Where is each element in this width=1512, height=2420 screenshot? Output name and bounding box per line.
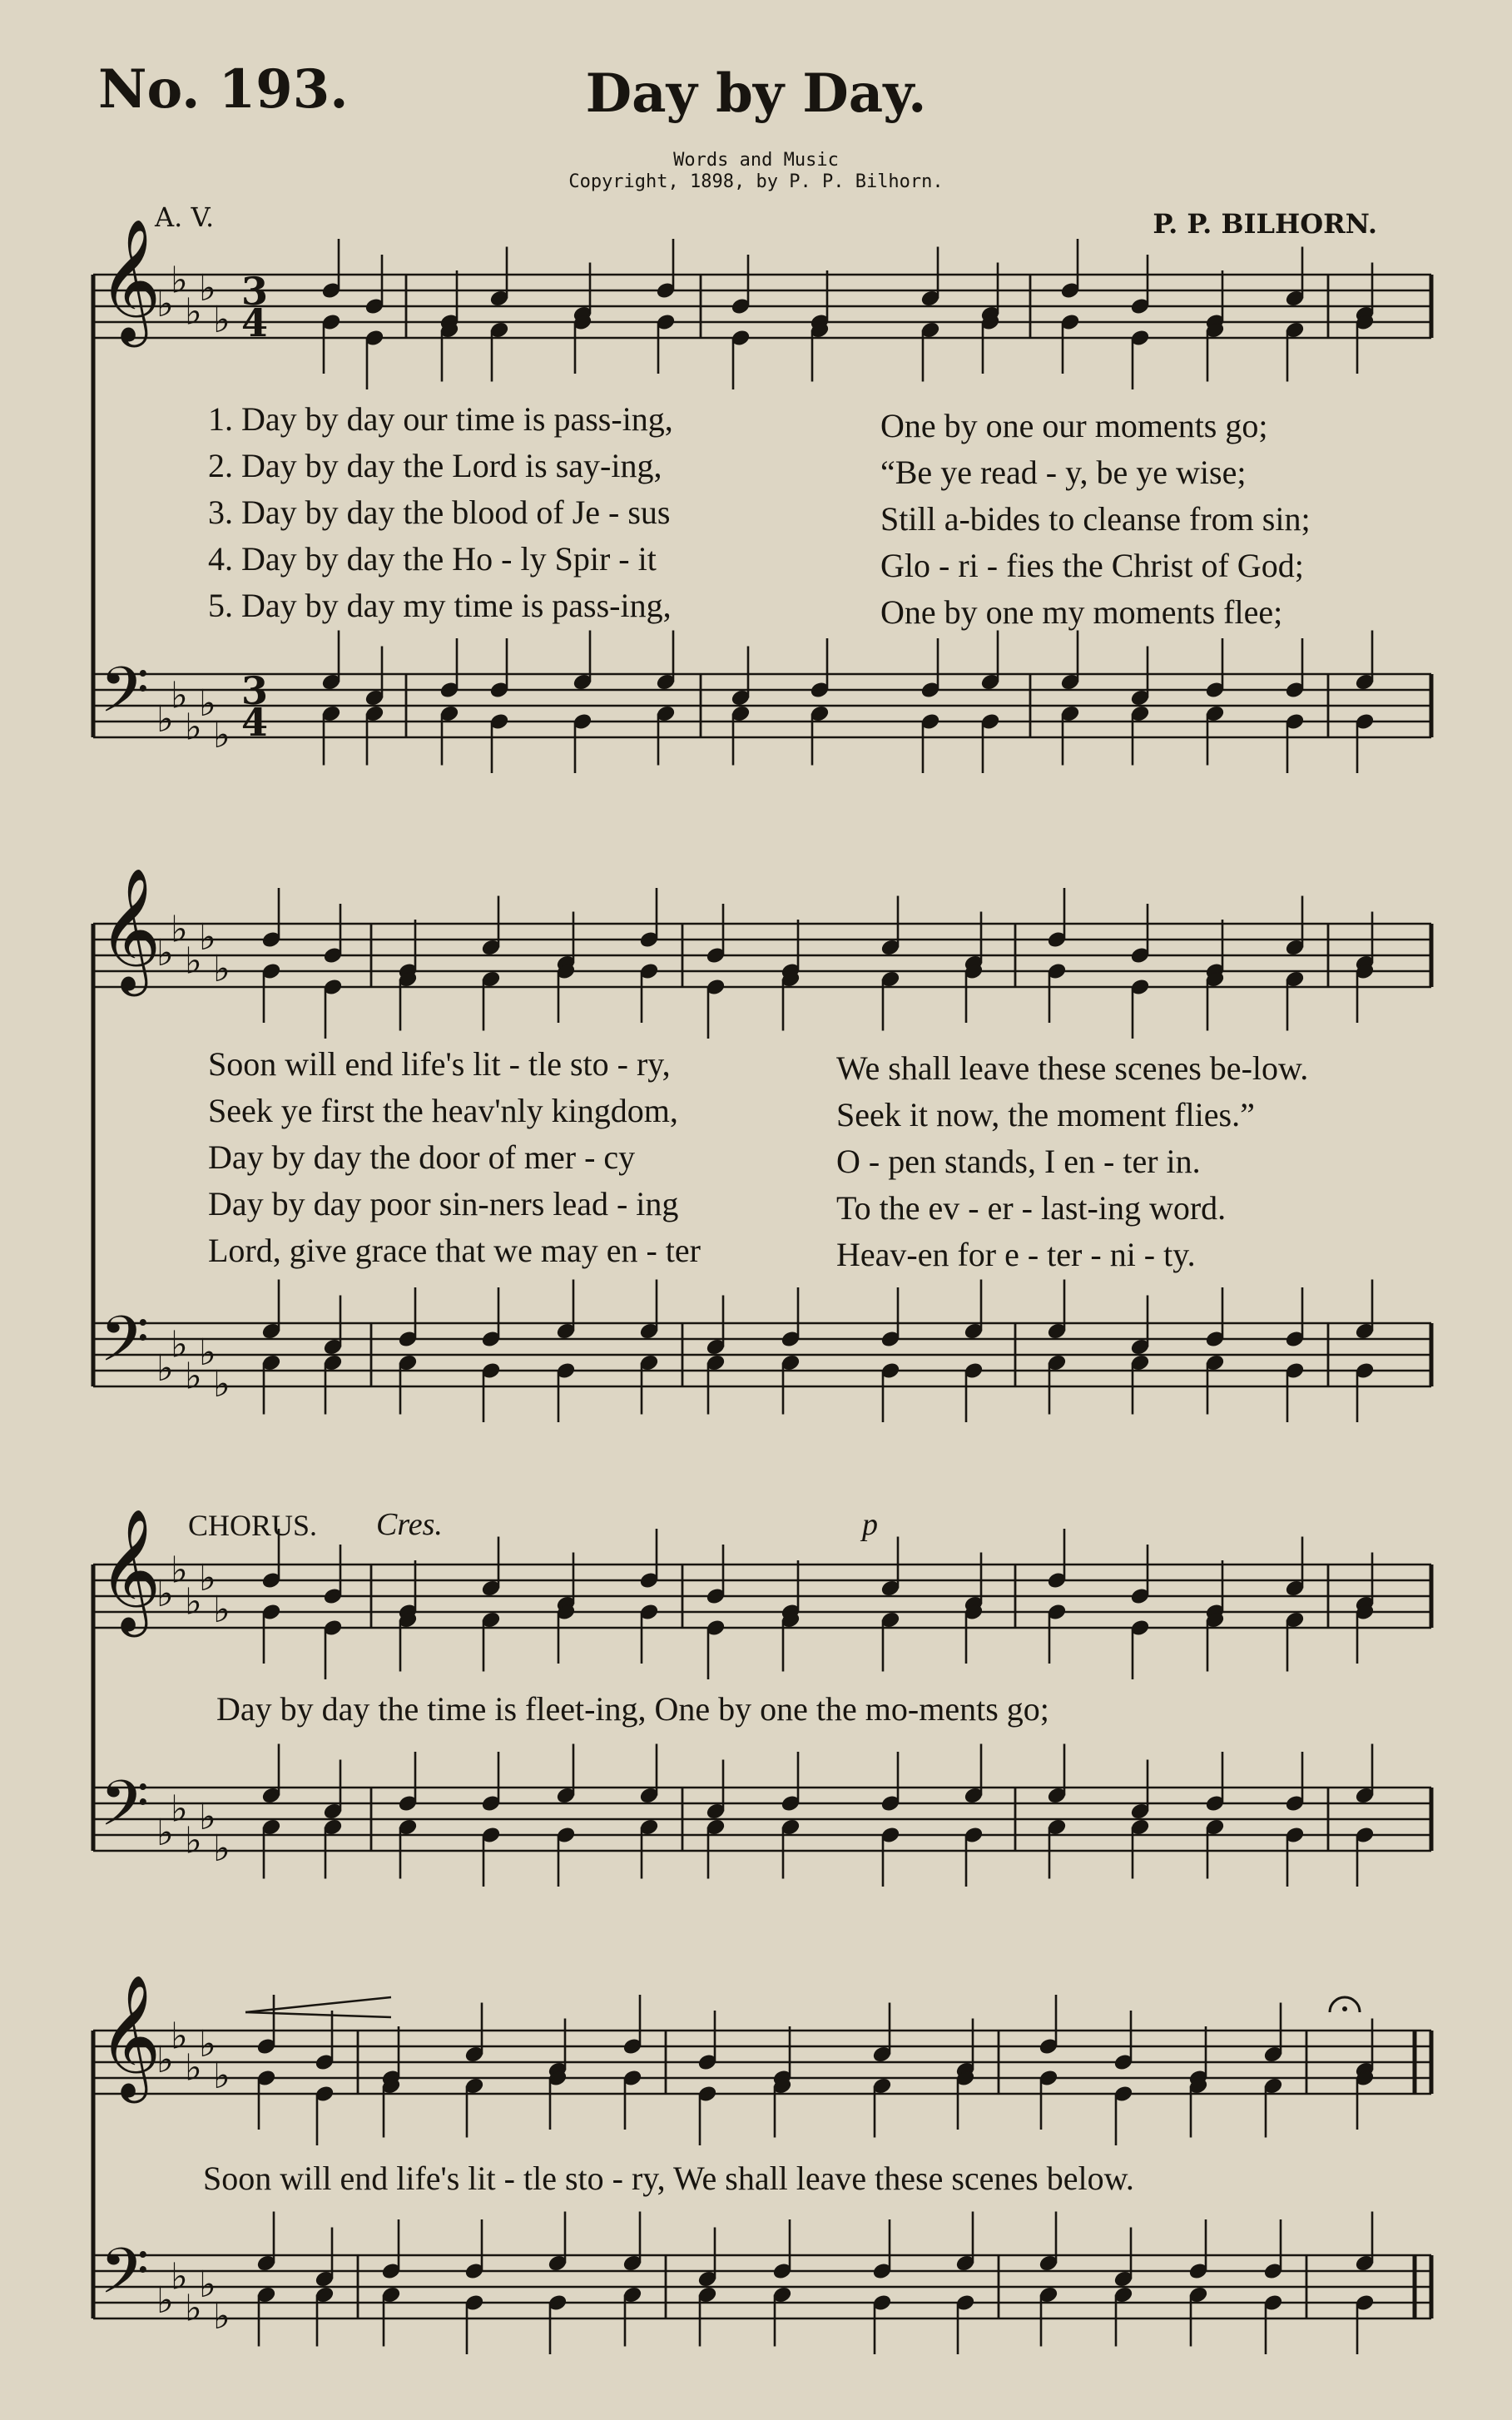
treble-clef-icon: 𝄞 bbox=[98, 218, 161, 342]
flat-icon: ♭ bbox=[156, 698, 174, 741]
credit-line-2: Copyright, 1898, by P. P. Bilhorn. bbox=[568, 171, 944, 192]
flat-icon: ♭ bbox=[171, 908, 188, 951]
verse-3-line-d: O - pen stands, I en - ter in. bbox=[836, 1143, 1201, 1180]
flat-icon: ♭ bbox=[199, 1796, 216, 1838]
flat-icon: ♭ bbox=[185, 1355, 202, 1398]
verse-1-line-a: 1. Day by day our time is pass-ing, bbox=[208, 400, 673, 438]
bass-clef-icon: 𝄢 bbox=[100, 2234, 150, 2323]
bass-clef-icon: 𝄢 bbox=[100, 653, 150, 742]
flat-icon: ♭ bbox=[156, 2279, 174, 2322]
verse-1-line-b: One by one our moments go; bbox=[880, 407, 1268, 444]
bass-clef-icon: 𝄢 bbox=[100, 1302, 150, 1391]
verse-2-line-b: “Be ye read - y, be ye wise; bbox=[880, 454, 1247, 491]
flat-icon: ♭ bbox=[171, 259, 188, 302]
flat-icon: ♭ bbox=[213, 714, 231, 756]
flat-icon: ♭ bbox=[213, 1589, 231, 1631]
verse-5-line-b: One by one my moments flee; bbox=[880, 593, 1283, 631]
flat-icon: ♭ bbox=[199, 916, 216, 959]
flat-icon: ♭ bbox=[185, 290, 202, 334]
crescendo-hairpin-lower bbox=[245, 2012, 391, 2017]
flat-icon: ♭ bbox=[199, 682, 216, 725]
flat-icon: ♭ bbox=[171, 2255, 188, 2299]
flat-icon: ♭ bbox=[171, 1549, 188, 1592]
fermata-dot bbox=[1342, 2006, 1347, 2011]
flat-icon: ♭ bbox=[171, 674, 188, 717]
piano-marking: p bbox=[862, 1507, 878, 1542]
verse-2-line-a: 2. Day by day the Lord is say-ing, bbox=[208, 447, 662, 484]
words-source: A. V. bbox=[155, 201, 215, 233]
flat-icon: ♭ bbox=[185, 706, 202, 749]
composer-name: P. P. BILHORN. bbox=[1153, 208, 1377, 240]
flat-icon: ♭ bbox=[185, 940, 202, 983]
chorus-line-2: Soon will end life's lit - tle sto - ry, We shall leave these scenes below. bbox=[203, 2160, 1134, 2197]
time-signature-bottom: 4 bbox=[241, 700, 269, 745]
flat-icon: ♭ bbox=[199, 2023, 216, 2065]
flat-icon: ♭ bbox=[156, 283, 174, 325]
flat-icon: ♭ bbox=[213, 299, 231, 341]
flat-icon: ♭ bbox=[156, 1812, 174, 1854]
flat-icon: ♭ bbox=[185, 1580, 202, 1624]
verse-4-line-a: 4. Day by day the Ho - ly Spir - it bbox=[208, 540, 657, 578]
credit-line-1: Words and Music bbox=[673, 150, 839, 171]
cres-marking: Cres. bbox=[376, 1507, 443, 1542]
hymn-number: No. 193. bbox=[98, 58, 349, 121]
verse-1-line-c: Soon will end life's lit - tle sto - ry, bbox=[208, 1045, 671, 1083]
time-signature-top: 3 bbox=[241, 269, 269, 314]
verse-4-line-c: Day by day poor sin-ners lead - ing bbox=[208, 1185, 679, 1222]
flat-icon: ♭ bbox=[199, 267, 216, 310]
flat-icon: ♭ bbox=[156, 2039, 174, 2081]
verse-3-line-a: 3. Day by day the blood of Je - sus bbox=[208, 493, 671, 531]
treble-clef-icon: 𝄞 bbox=[98, 1974, 161, 2098]
flat-icon: ♭ bbox=[213, 1827, 231, 1870]
verse-3-line-b: Still a-bides to cleanse from sin; bbox=[880, 500, 1311, 538]
flat-icon: ♭ bbox=[156, 1347, 174, 1390]
verse-1-line-d: We shall leave these scenes be-low. bbox=[836, 1049, 1309, 1087]
chorus-label: CHORUS. bbox=[188, 1509, 318, 1542]
time-signature-top: 3 bbox=[241, 668, 269, 713]
flat-icon: ♭ bbox=[185, 1819, 202, 1862]
treble-clef-icon: 𝄞 bbox=[98, 867, 161, 991]
flat-icon: ♭ bbox=[213, 2055, 231, 2097]
verse-2-line-d: Seek it now, the moment flies.” bbox=[836, 1096, 1255, 1133]
flat-icon: ♭ bbox=[213, 948, 231, 990]
time-signature-bottom: 4 bbox=[241, 300, 269, 345]
flat-icon: ♭ bbox=[213, 1363, 231, 1406]
flat-icon: ♭ bbox=[156, 932, 174, 974]
treble-clef-icon: 𝄞 bbox=[98, 1508, 161, 1632]
verse-4-line-d: To the ev - er - last-ing word. bbox=[836, 1189, 1227, 1227]
flat-icon: ♭ bbox=[185, 2287, 202, 2330]
verse-5-line-c: Lord, give grace that we may en - ter bbox=[208, 1232, 701, 1269]
crescendo-hairpin-upper bbox=[245, 1997, 391, 2012]
flat-icon: ♭ bbox=[171, 1323, 188, 1366]
verse-4-line-b: Glo - ri - fies the Christ of God; bbox=[880, 547, 1304, 584]
flat-icon: ♭ bbox=[199, 2264, 216, 2306]
verse-2-line-c: Seek ye first the heav'nly kingdom, bbox=[208, 1092, 678, 1129]
flat-icon: ♭ bbox=[171, 1788, 188, 1831]
bass-clef-icon: 𝄢 bbox=[100, 1767, 150, 1856]
flat-icon: ♭ bbox=[156, 1573, 174, 1615]
flat-icon: ♭ bbox=[171, 2015, 188, 2058]
flat-icon: ♭ bbox=[185, 2046, 202, 2090]
verse-5-line-a: 5. Day by day my time is pass-ing, bbox=[208, 587, 672, 624]
flat-icon: ♭ bbox=[213, 2295, 231, 2338]
flat-icon: ♭ bbox=[199, 1557, 216, 1599]
verse-5-line-d: Heav-en for e - ter - ni - ty. bbox=[836, 1236, 1196, 1273]
flat-icon: ♭ bbox=[199, 1331, 216, 1374]
hymn-title: Day by Day. bbox=[585, 62, 927, 125]
verse-3-line-c: Day by day the door of mer - cy bbox=[208, 1138, 636, 1176]
chorus-line-1: Day by day the time is fleet-ing, One by one the mo-ments go; bbox=[216, 1690, 1049, 1728]
